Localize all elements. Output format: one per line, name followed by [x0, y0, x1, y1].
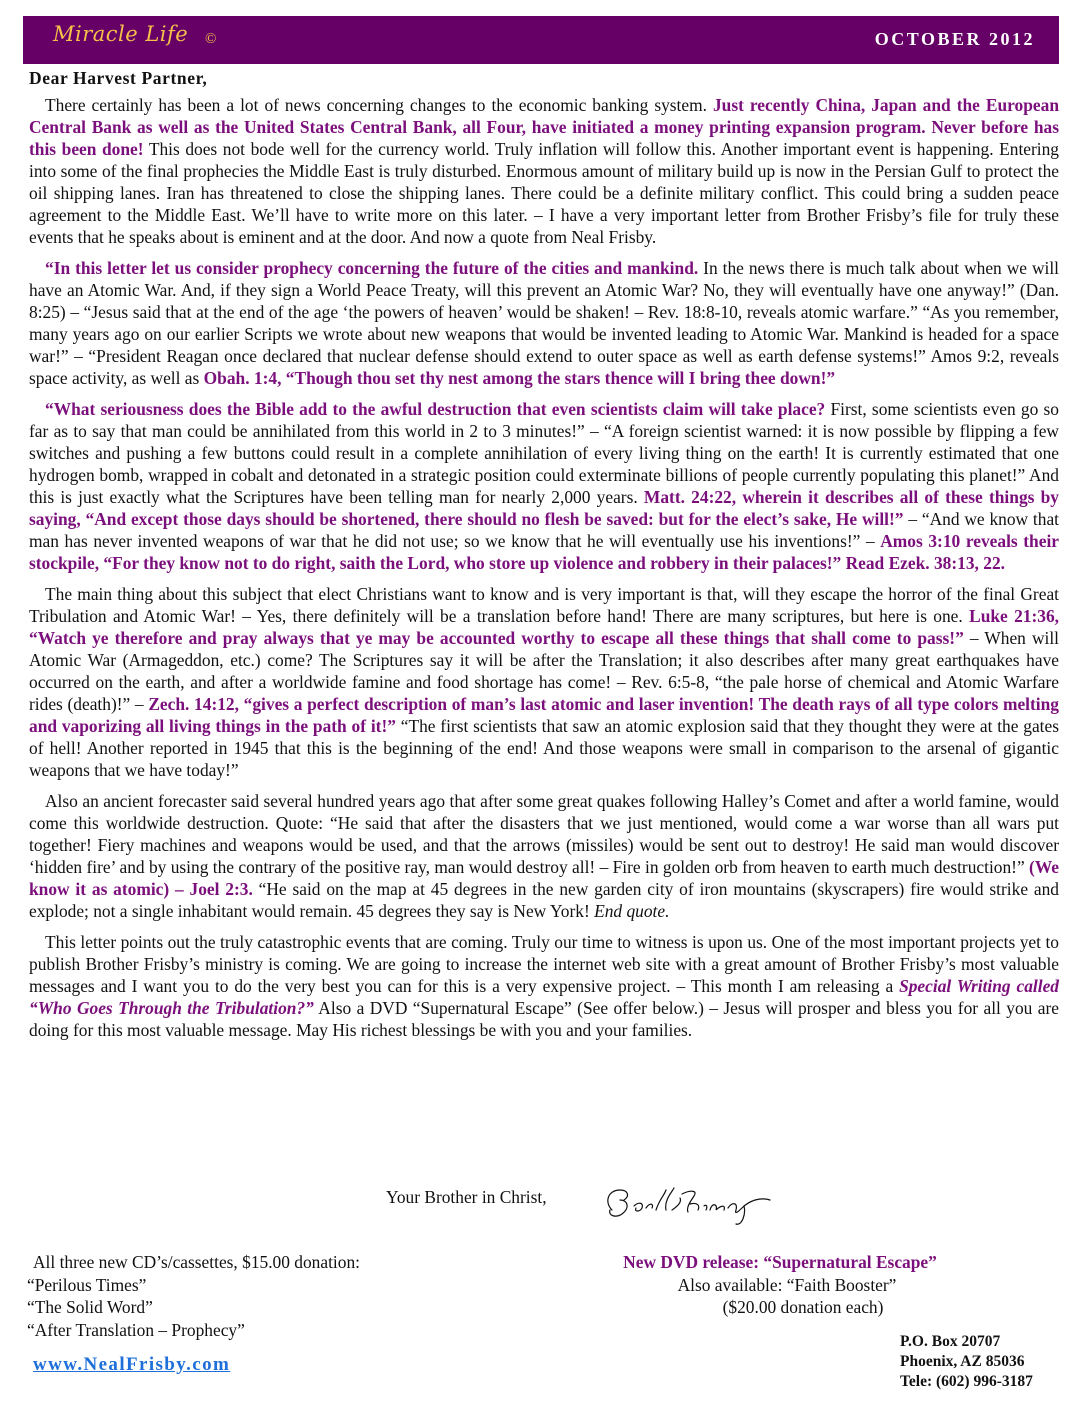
cd-title: “The Solid Word” [27, 1297, 153, 1317]
emphasized-text: Special Writing called “Who Goes Through the Tribulation?” [29, 976, 1059, 1018]
issue-date: OCTOBER 2012 [874, 29, 1035, 49]
address-line: P.O. Box 20707 [900, 1333, 1001, 1350]
letter-body [29, 94, 1059, 1050]
dvd-also-available: Also available: “Faith Booster” [677, 1274, 897, 1295]
address-line: Phoenix, AZ 85036 [900, 1353, 1025, 1370]
emphasized-text: Amos 3:10 reveals their stockpile, “For they know not to do right, saith the Lord, who store up violence and robbery in their palaces!” Read Ezek. 38:13, 22. [29, 531, 1059, 573]
emphasized-text: Just recently China, Japan and the European Central Bank as well as the United States Central Bank, all Four, have initiated a money printing expansion program. Never before has this been done! [29, 95, 1060, 159]
paragraph-text: Also a DVD “Supernatural Escape” (See offer below.) – Jesus will prosper and bless you for all you are doing for this most valuable message. May His richest blessings be with you and your families. [29, 998, 1059, 1040]
copyright-symbol: © [205, 31, 217, 47]
brand-logo: Miracle Life [53, 22, 189, 46]
dvd-price: ($20.00 donation each) [722, 1297, 884, 1317]
cd-title: “Perilous Times” [27, 1274, 147, 1295]
closing-line: Your Brother in Christ, [386, 1187, 547, 1207]
letter-paragraph [29, 257, 1059, 389]
emphasized-text: Luke 21:36, “Watch ye therefore and pray always that ye may be accounted worthy to escape all these things that shall come to pass!” [29, 606, 1060, 648]
masthead-banner [23, 16, 1059, 64]
emphasized-text: Matt. 24:22, wherein it describes all of these things by saying, “And except those days should be shortened, there should no flesh be saved: but for the elect’s sake, He will!” [29, 487, 1059, 529]
paragraph-text: This letter points out the truly catastrophic events that are coming. Truly our time to witness is upon us. One of the most important projects yet to publish Brother Frisby’s ministry is coming. We are going to increase the internet web site with a great amount of Brother Frisby’s most valuable messages and I want you to do the very best you can for this is a very expensive project. – This month I am releasing a [29, 932, 1059, 996]
dvd-offer-title: New DVD release: “Supernatural Escape” [623, 1252, 937, 1272]
paragraph-text: – When will Atomic War (Armageddon, etc.) come? The Scriptures say it will be after the Translation; it also describes after many great earthquakes have occurred on the earth, and after a worldwide famine and food shortage has come! – Rev. 6:5-8, “the pale horse of chemical and Atomic Warfare rides (death)!” – [29, 628, 1059, 714]
emphasized-text: “What seriousness does the Bible add to the awful destruction that even scientists claim will take place? [45, 399, 826, 419]
signature-image [594, 1180, 794, 1230]
letter-paragraph [29, 790, 1059, 922]
dvd-offer [560, 1251, 1000, 1319]
paragraph-text: In the news there is much talk about when we will have an Atomic War. And, if they sign a World Peace Treaty, will this prevent an Atomic War? No, they will eventually have one anyway!” (Dan. 8:25) – “Jesus said that at the end of the age ‘the powers of heaven’ would be shaken! – Rev. 18:8-10, reveals atomic warfare.” “As you remember, many years ago on our earlier Scripts we wrote about new weapons that would be invented leading to Atomic War. Mankind is headed for a space war!” – “President Reagan once declared that nuclear defense should extend to outer space as well as earth defense systems!” Amos 9:2, reveals space activity, as well as [29, 258, 1059, 388]
letter-paragraph [29, 931, 1059, 1041]
emphasized-text: “In this letter let us consider prophecy concerning the future of the cities and mankind. [45, 258, 699, 278]
paragraph-text: “The first scientists that saw an atomic explosion said that they thought they were at the gates of hell! Another reported in 1945 that this is the beginning of the end! And those weapons were small in comparison to the arsenal of gigantic weapons that we have today!” [29, 716, 1059, 780]
paragraph-text: First, some scientists even go so far as to say that man could be annihilated from this world in 2 to 3 minutes!” – “A foreign scientist warned: it is now possible by flipping a few switches and pushing a few buttons could result in a complete annihilation of every living thing on the earth! It is currently estimated that one hydrogen bomb, wrapped in cobalt and detonated in a strategic position could exterminate billions of people currently populating this planet!” And this is just exactly what the Scriptures have been telling man for nearly 2,000 years. [29, 399, 1059, 507]
letter-paragraph [29, 94, 1059, 248]
paragraph-text: This does not bode well for the currency world. Truly inflation will follow this. Another important event is happening. Entering into some of the final prophecies the Middle East is truly disturbed. Enormous amount of military build up is now in the Persian Gulf to protect the oil shipping lanes. Iran has threatened to close the shipping lanes. There could be a definite military conflict. This could bring a sudden peace agreement to the Middle East. We’ll have to write more on this later. – I have a very important letter from Brother Frisby’s file for truly these events that he speaks about is eminent and at the door. And now a quote from Neal Frisby. [29, 139, 1060, 247]
letter-paragraph [29, 583, 1059, 781]
paragraph-text: “He said on the map at 45 degrees in the new garden city of iron mountains (skyscrapers) fire would strike and explode; not a single inhabitant would remain. 45 degrees they say is New York! [29, 879, 1059, 921]
paragraph-text: The main thing about this subject that elect Christians want to know and is very important is that, will they escape the horror of the final Great Tribulation and Atomic War! – Yes, there definitely will be a translation before hand! There are many scriptures, but here is one. [29, 584, 1059, 626]
emphasized-text: Zech. 14:12, “gives a perfect description of man’s last atomic and laser invention! The death rays of all type colors melting and vaporizing all living things in the path of it!” [29, 694, 1059, 736]
address-line: Tele: (602) 996-3187 [900, 1373, 1033, 1390]
website-link[interactable]: www.NealFrisby.com [33, 1354, 231, 1375]
emphasized-text: Obah. 1:4, “Though thou set thy nest among the stars thence will I bring thee down!” [203, 368, 836, 388]
paragraph-text: Also an ancient forecaster said several hundred years ago that after some great quakes following Halley’s Comet and after a world famine, would come this worldwide destruction. Quote: “He said that after the disasters that we just mentioned, would come a war worse than all wars put together! Fiery machines and weapons would be used, and that the arrows (missiles) would be sent out to destroy! He said man would discover ‘hidden fire’ and by using the contrary of the positive ray, man would destroy all! – Fire in golden orb from heaven to earth much destruction!” [29, 791, 1059, 877]
cd-offer [27, 1251, 360, 1341]
paragraph-text: – “And we know that man has never invented weapons of war that he did not use; so we know that he will eventually use his inventions!” – [29, 509, 1059, 551]
cd-offer-heading: All three new CD’s/cassettes, $15.00 donation: [33, 1252, 360, 1272]
paragraph-text: There certainly has been a lot of news concerning changes to the economic banking system. [45, 95, 713, 115]
cd-title: “After Translation – Prophecy” [27, 1319, 245, 1340]
emphasized-text: (We know it as atomic) – Joel 2:3. [29, 857, 1059, 899]
letter-paragraph [29, 398, 1059, 574]
emphasized-text: End quote. [594, 901, 670, 921]
mailing-address [900, 1332, 1033, 1392]
salutation: Dear Harvest Partner, [29, 68, 208, 88]
